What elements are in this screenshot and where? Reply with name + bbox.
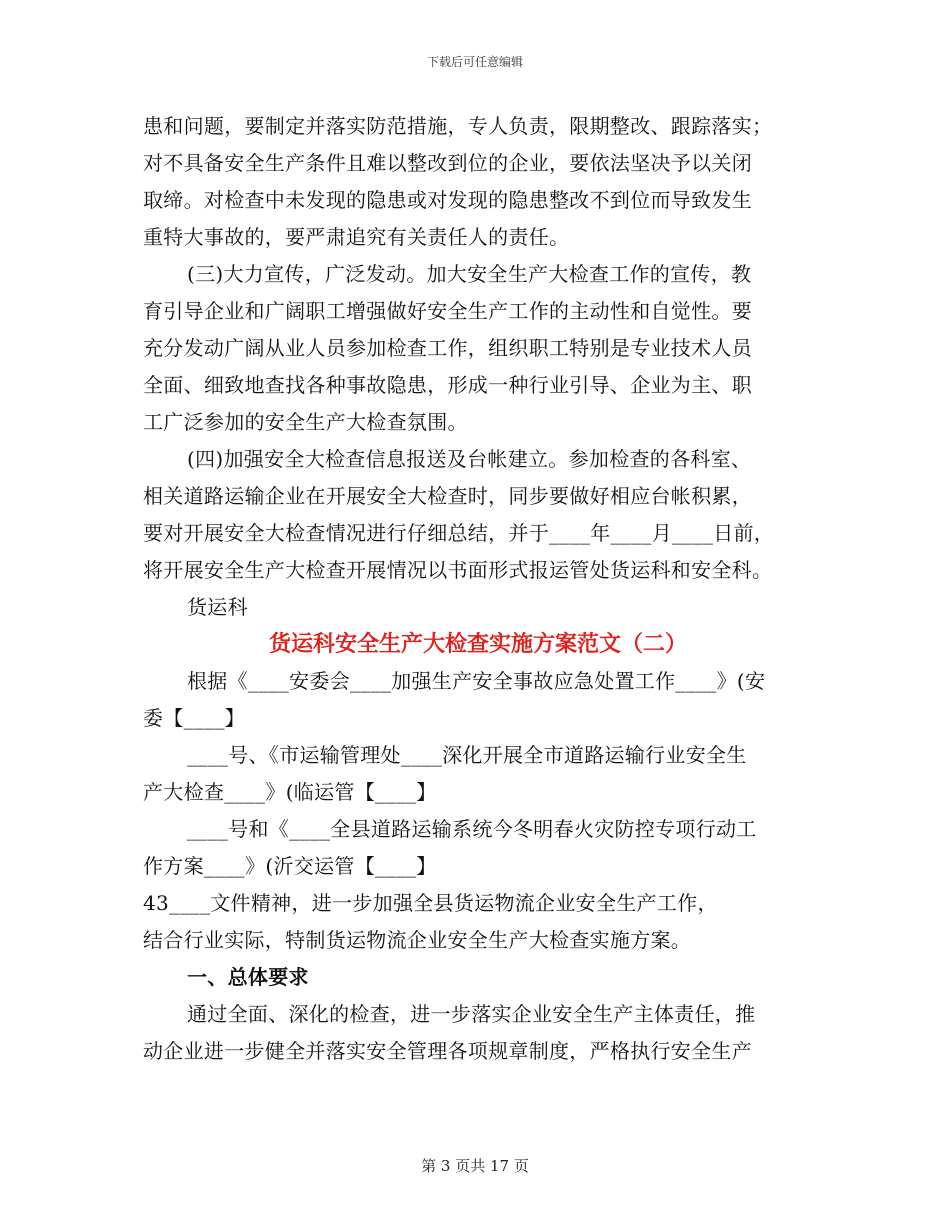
text-line: (三)大力宣传，广泛发动。加大安全生产大检查工作的宣传，教 [187, 262, 752, 286]
text-line: 相关道路运输企业在开展安全大检查时，同步要做好相应台帐积累， [143, 484, 752, 508]
text-line: 全面、细致地查找各种事故隐患，形成一种行业引导、企业为主、职 [143, 373, 752, 397]
signature: 货运科 [187, 595, 248, 619]
text-line: 重特大事故的，要严肃追究有关责任人的责任。 [143, 225, 570, 249]
paragraph-publicity [143, 256, 813, 441]
paragraph-basis [143, 663, 813, 737]
text-line: 要对开展安全大检查情况进行仔细总结，并于____年____月____日前， [143, 521, 775, 545]
text-line: (四)加强安全大检查信息报送及台帐建立。参加检查的各科室、 [187, 447, 752, 471]
text-line: 患和问题，要制定并落实防范措施，专人负责，限期整改、跟踪落实； [143, 114, 773, 138]
text-line: 取缔。对检查中未发现的隐患或对发现的隐患整改不到位而导致发生 [143, 188, 752, 212]
text-line: 对不具备安全生产条件且难以整改到位的企业，要依法坚决予以关闭 [143, 151, 752, 175]
paragraph-basis-3 [143, 811, 813, 885]
document-body [143, 108, 813, 1070]
paragraph-purpose [143, 885, 813, 959]
section-heading: 一、总体要求 [187, 965, 309, 989]
paragraph-hazard-rectification [143, 108, 813, 256]
text-line: 动企业进一步健全并落实安全管理各项规章制度，严格执行安全生产 [143, 1039, 752, 1063]
document-title: 货运科安全生产大检查实施方案范文（二） [268, 632, 687, 657]
paragraph-overall-requirements [143, 996, 813, 1070]
page-footer: 第 3 页共 17 页 [421, 1157, 529, 1175]
text-line: 育引导企业和广阔职工增强做好安全生产工作的主动性和自觉性。要 [143, 299, 752, 323]
text-line: 委【____】 [143, 706, 246, 730]
text-line: 根据《____安委会____加强生产安全事故应急处置工作____》(安 [187, 669, 766, 693]
text-line: 作方案____》(沂交运管【____】 [143, 854, 437, 878]
text-line: 43____文件精神，进一步加强全县货运物流企业安全生产工作， [143, 891, 718, 915]
text-line: 结合行业实际，特制货运物流企业安全生产大检查实施方案。 [143, 928, 692, 952]
text-line: 工广泛参加的安全生产大检查氛围。 [143, 410, 468, 434]
paragraph-basis-2 [143, 737, 813, 811]
page-header: 下载后可任意编辑 [426, 55, 523, 69]
text-line: 产大检查____》(临运管【____】 [143, 780, 437, 804]
text-line: ____号和《____全县道路运输系统今冬明春火灾防控专项行动工 [187, 817, 757, 841]
text-line: 充分发动广阔从业人员参加检查工作，组织职工特别是专业技术人员 [143, 336, 752, 360]
paragraph-info-reporting [143, 441, 813, 589]
text-line: 通过全面、深化的检查，进一步落实企业安全生产主体责任，推 [187, 1002, 756, 1026]
text-line: 将开展安全生产大检查开展情况以书面形式报运管处货运科和安全科。 [143, 558, 773, 582]
text-line: ____号、《市运输管理处____深化开展全市道路运输行业安全生 [187, 743, 747, 767]
